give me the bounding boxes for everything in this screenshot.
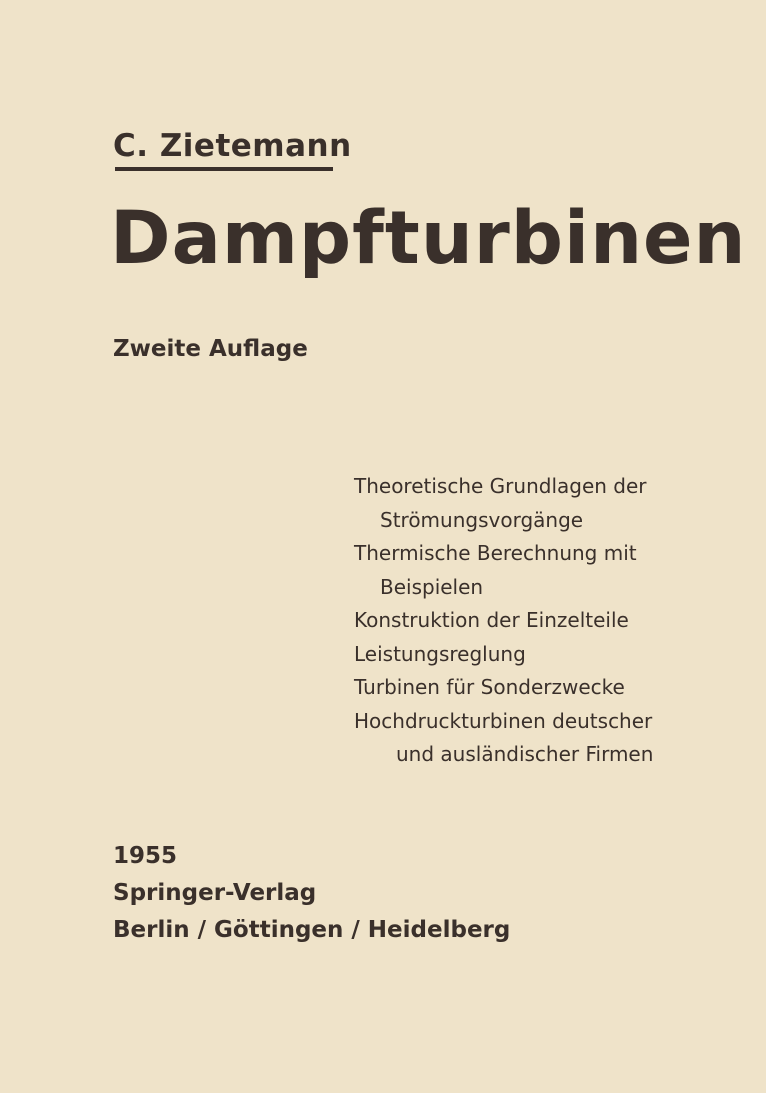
publication-info [113, 838, 510, 949]
topic-item [354, 604, 653, 638]
topic-line: Theoretische Grundlagen der [354, 474, 647, 498]
topic-line: Thermische Berechnung mit [354, 541, 637, 565]
publisher: Springer-Verlag [113, 880, 317, 906]
topic-item [354, 470, 653, 537]
edition-label: Zweite Auflage [113, 336, 308, 362]
topic-item [354, 705, 653, 772]
topic-item [354, 537, 653, 604]
topic-line: Konstruktion der Einzelteile [354, 608, 629, 632]
topic-line: Turbinen für Sonderzwecke [354, 675, 625, 699]
topic-line: und ausländischer Firmen [396, 742, 654, 766]
publication-year: 1955 [113, 843, 178, 869]
topic-item [354, 671, 653, 705]
topic-line: Strömungsvorgänge [380, 507, 584, 532]
publisher-cities: Berlin / Göttingen / Heidelberg [113, 917, 511, 943]
topic-line: Beispielen [380, 574, 484, 599]
topics-list [354, 470, 653, 772]
author-underline [115, 167, 333, 171]
topic-line: Hochdruckturbinen deutscher [354, 708, 653, 733]
topic-line: Leistungsreglung [354, 641, 526, 666]
topic-item [354, 638, 653, 672]
book-title: Dampfturbinen [110, 196, 747, 281]
author-name: C. Zietemann [113, 128, 352, 164]
